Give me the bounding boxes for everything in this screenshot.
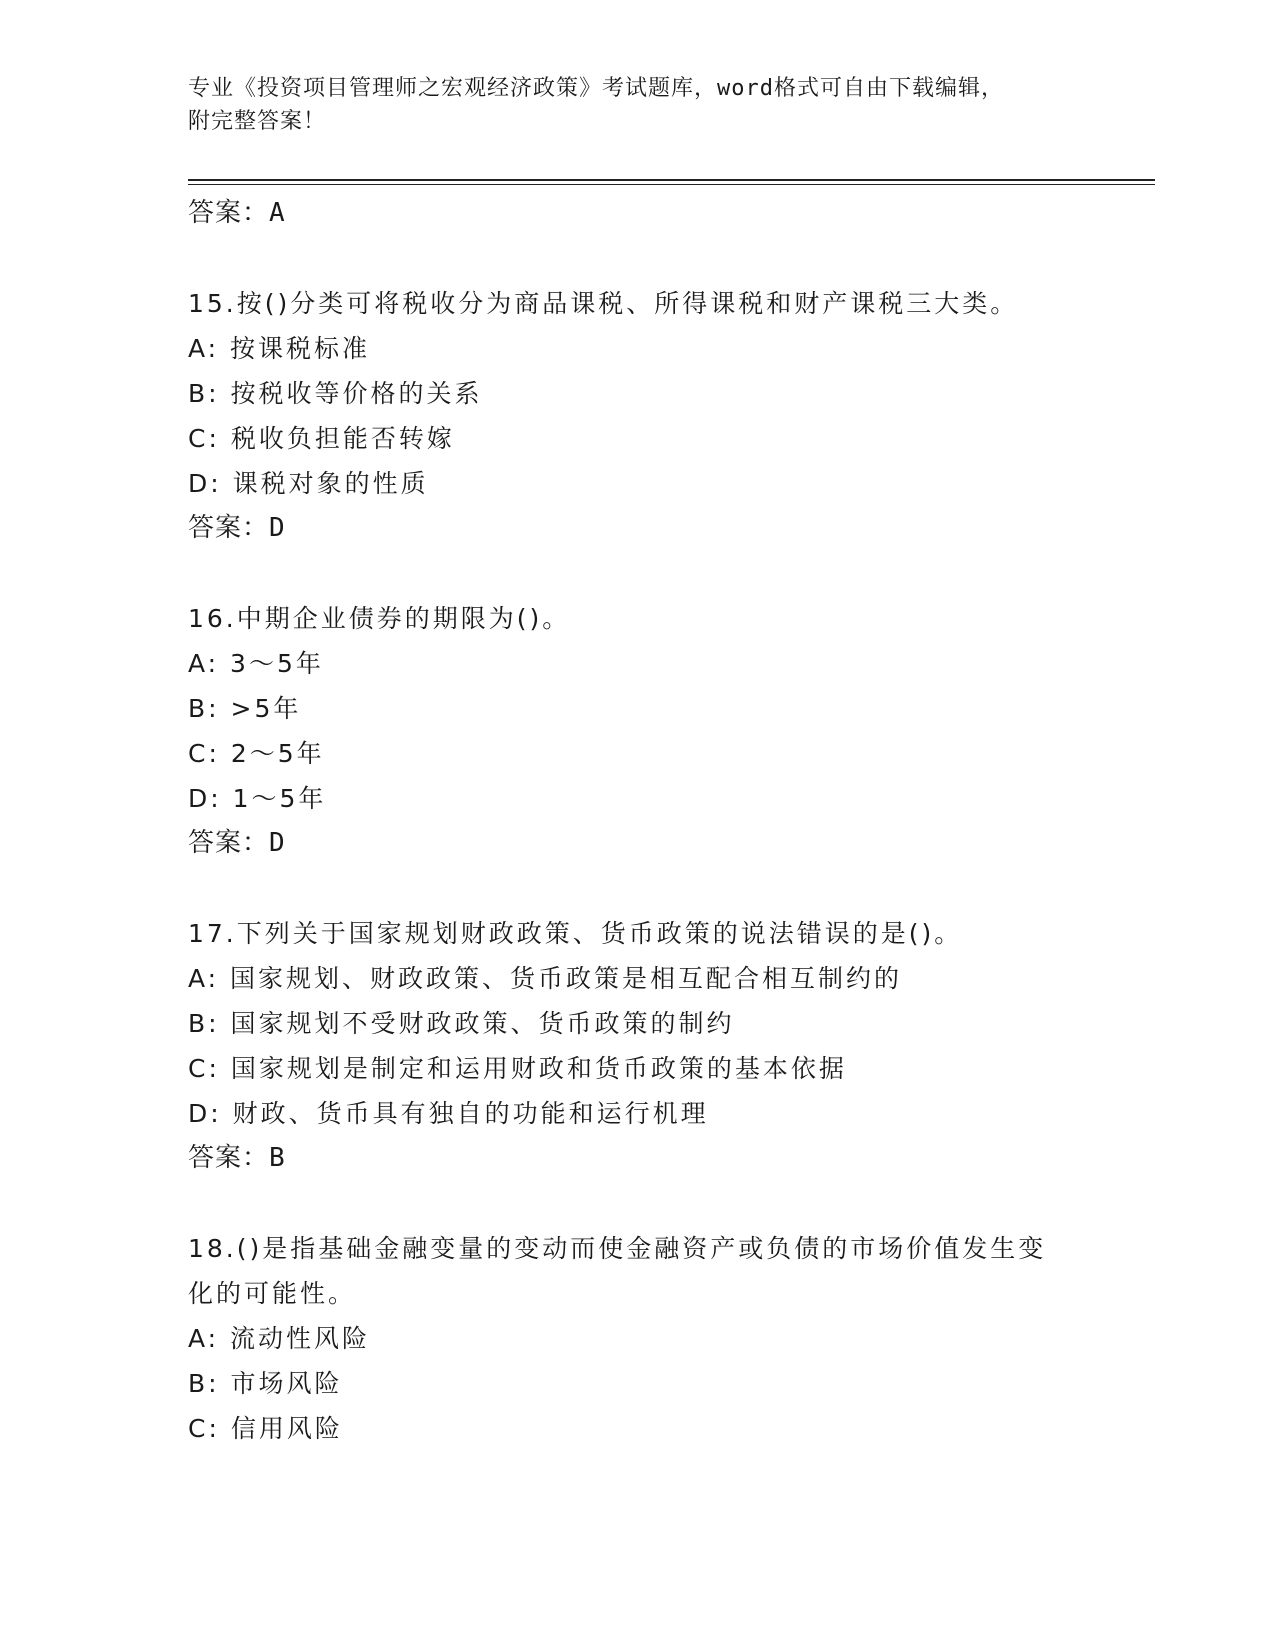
answer: 答案：D — [188, 828, 286, 858]
question-stem: 16.中期企业债券的期限为()。 — [188, 604, 571, 633]
option-a: A: 流动性风险 — [188, 1324, 371, 1353]
previous-answer: 答案：A — [188, 198, 286, 228]
question-16 — [188, 596, 1108, 866]
option-a: A: 3～5年 — [188, 649, 324, 678]
question-18 — [188, 1226, 1108, 1451]
option-b: B: 国家规划不受财政政策、货币政策的制约 — [188, 1009, 735, 1038]
option-c: C: 信用风险 — [188, 1414, 343, 1443]
option-c: C: 国家规划是制定和运用财政和货币政策的基本依据 — [188, 1054, 847, 1083]
question-17 — [188, 911, 1108, 1181]
header-line-1: 专业《投资项目管理师之宏观经济政策》考试题库，word格式可自由下载编辑， — [188, 76, 1004, 101]
spacer — [188, 551, 1108, 596]
option-c: C: 2～5年 — [188, 739, 325, 768]
option-c: C: 税收负担能否转嫁 — [188, 424, 455, 453]
question-stem-line-2: 化的可能性。 — [188, 1279, 357, 1308]
answer: 答案：D — [188, 513, 286, 543]
option-b: B: >5年 — [188, 694, 302, 723]
spacer — [188, 1181, 1108, 1226]
option-b: B: 市场风险 — [188, 1369, 343, 1398]
option-d: D: 1～5年 — [188, 784, 327, 813]
question-stem: 17.下列关于国家规划财政政策、货币政策的说法错误的是()。 — [188, 919, 963, 948]
question-stem-line-1: 18.()是指基础金融变量的变动而使金融资产或负债的市场价值发生变 — [188, 1234, 1047, 1263]
spacer — [188, 236, 1108, 281]
header-divider — [188, 179, 1155, 185]
option-b: B: 按税收等价格的关系 — [188, 379, 483, 408]
question-stem: 15.按()分类可将税收分为商品课税、所得课税和财产课税三大类。 — [188, 289, 1019, 318]
question-list — [188, 191, 1108, 1451]
answer: 答案：B — [188, 1143, 286, 1173]
option-a: A: 国家规划、财政政策、货币政策是相互配合相互制约的 — [188, 964, 903, 993]
spacer — [188, 866, 1108, 911]
document-header — [188, 72, 1088, 138]
option-d: D: 财政、货币具有独自的功能和运行机理 — [188, 1099, 709, 1128]
header-line-2: 附完整答案！ — [188, 109, 327, 134]
question-15 — [188, 281, 1108, 551]
option-d: D: 课税对象的性质 — [188, 469, 429, 498]
option-a: A: 按课税标准 — [188, 334, 371, 363]
